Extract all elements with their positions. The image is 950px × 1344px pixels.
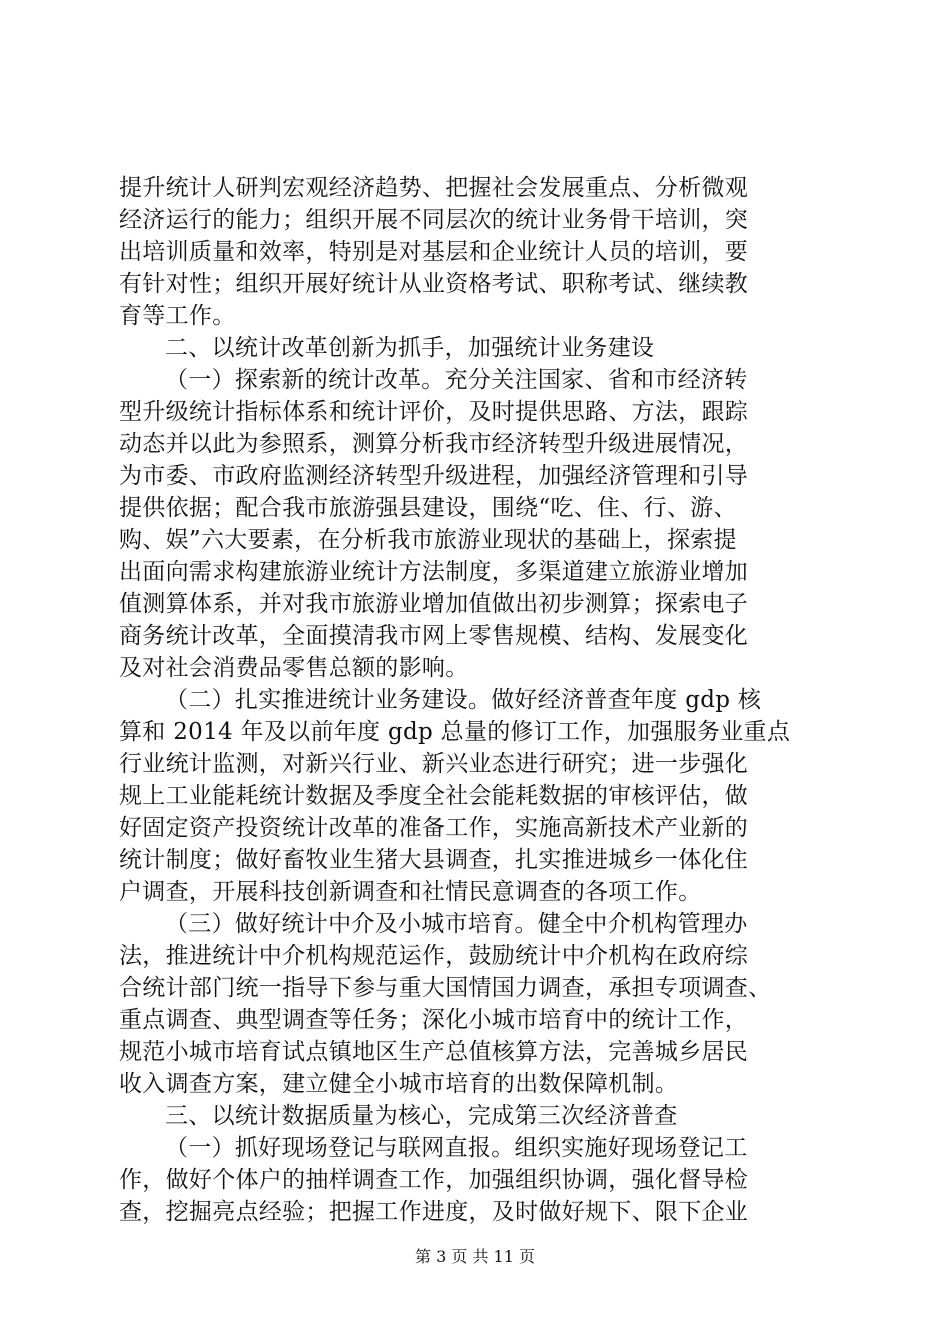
text-line: 作，做好个体户的抽样调查工作，加强组织协调，强化督导检 — [119, 1167, 749, 1193]
paragraph-start: （一）抓好现场登记与联网直报。组织实施好现场登记工 — [165, 1135, 748, 1161]
text-line: 收入调查方案，建立健全小城市培育的出数保障机制。 — [119, 1071, 679, 1097]
text-line: 重点调查、典型调查等任务；深化小城市培育中的统计工作， — [119, 1007, 749, 1033]
text-line: 好固定资产投资统计改革的准备工作，实施高新技术产业新的 — [119, 815, 749, 841]
section-heading: 二、以统计改革创新为抓手，加强统计业务建设 — [165, 335, 655, 361]
paragraph-start: （二）扎实推进统计业务建设。做好经济普查年度 gdp 核 — [165, 687, 762, 713]
text-line: 值测算体系，并对我市旅游业增加值做出初步测算；探索电子 — [119, 591, 749, 617]
text-line: 动态并以此为参照系，测算分析我市经济转型升级进展情况， — [119, 431, 749, 457]
text-line: 为市委、市政府监测经济转型升级进程，加强经济管理和引导 — [119, 463, 749, 489]
text-line: 出面向需求构建旅游业统计方法制度，多渠道建立旅游业增加 — [119, 559, 749, 585]
text-line: 规范小城市培育试点镇地区生产总值核算方法，完善城乡居民 — [119, 1039, 749, 1065]
text-line: 合统计部门统一指导下参与重大国情国力调查，承担专项调查、 — [119, 975, 772, 1001]
text-line: 户调查，开展科技创新调查和社情民意调查的各项工作。 — [119, 879, 702, 905]
section-heading: 三、以统计数据质量为核心，完成第三次经济普查 — [165, 1103, 678, 1129]
paragraph-start: （三）做好统计中介及小城市培育。健全中介机构管理办 — [165, 911, 748, 937]
text-line: 查，挖掘亮点经验；把握工作进度，及时做好规下、限下企业 — [119, 1199, 749, 1225]
text-line: 有针对性；组织开展好统计从业资格考试、职称考试、继续教 — [119, 271, 749, 297]
text-line: 法，推进统计中介机构规范运作，鼓励统计中介机构在政府综 — [119, 943, 749, 969]
text-line: 算和 2014 年及以前年度 gdp 总量的修订工作，加强服务业重点 — [119, 719, 791, 745]
page-number-footer: 第 3 页 共 11 页 — [415, 1247, 535, 1266]
text-line: 提供依据；配合我市旅游强县建设，围绕“吃、住、行、游、 — [119, 495, 737, 521]
text-line: 提升统计人研判宏观经济趋势、把握社会发展重点、分析微观 — [119, 175, 749, 201]
text-line: 型升级统计指标体系和统计评价，及时提供思路、方法，跟踪 — [119, 399, 749, 425]
text-line: 行业统计监测，对新兴行业、新兴业态进行研究；进一步强化 — [119, 751, 749, 777]
text-line: 及对社会消费品零售总额的影响。 — [119, 655, 469, 681]
text-line: 购、娱”六大要素，在分析我市旅游业现状的基础上，探索提 — [119, 527, 737, 553]
text-line: 规上工业能耗统计数据及季度全社会能耗数据的审核评估，做 — [119, 783, 749, 809]
text-line: 育等工作。 — [119, 303, 236, 329]
paragraph-start: （一）探索新的统计改革。充分关注国家、省和市经济转 — [165, 367, 748, 393]
text-line: 出培训质量和效率，特别是对基层和企业统计人员的培训，要 — [119, 239, 749, 265]
text-line: 商务统计改革，全面摸清我市网上零售规模、结构、发展变化 — [119, 623, 749, 649]
text-line: 统计制度；做好畜牧业生猪大县调查，扎实推进城乡一体化住 — [119, 847, 749, 873]
text-line: 经济运行的能力；组织开展不同层次的统计业务骨干培训，突 — [119, 207, 749, 233]
